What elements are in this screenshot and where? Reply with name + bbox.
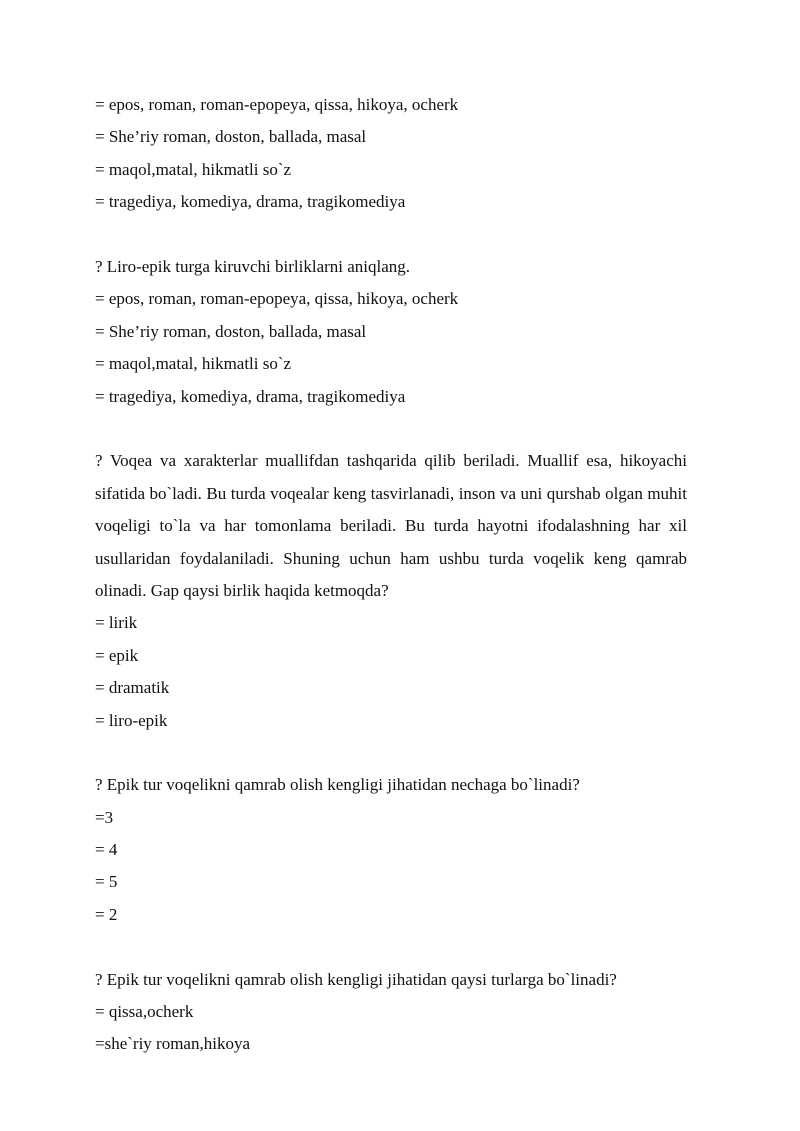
question-block [95,251,687,413]
question-text: ? Voqea va xarakterlar muallifdan tashqarida qilib beriladi. Muallif esa, hikoyachi sifatida bo`ladi. Bu turda voqealar keng tasvirlanadi, inson va uni qurshab olgan muhit voqeligi to`la va har tomonlama beriladi. Bu turda hayotni ifodalashning har xil usullaridan foydalaniladi. Shuning uchun ham ushbu turda voqelik keng qamrab olinadi. Gap qaysi birlik haqida ketmoqda? [95,451,687,600]
answer-option: = epos, roman, roman-epopeya, qissa, hikoya, ocherk [95,289,459,309]
answer-option: = lirik [95,613,138,633]
question-text: ? Epik tur voqelikni qamrab olish kengligi jihatidan nechaga bo`linadi? [95,775,580,795]
answer-option: = She’riy roman, doston, ballada, masal [95,321,367,341]
blank-line [95,219,687,251]
question-block [95,445,687,737]
answer-option: = liro-epik [95,710,168,730]
answer-option: = 2 [95,904,118,924]
question-block-options-only [95,89,687,219]
blank-line [95,931,687,963]
answer-option: = 4 [95,840,118,860]
answer-option: = epik [95,645,139,665]
answer-option: = dramatik [95,678,170,698]
question-block [95,964,687,1061]
answer-option: = maqol,matal, hikmatli so`z [95,159,292,179]
blank-line [95,737,687,769]
answer-option: =3 [95,807,114,827]
question-text: ? Liro-epik turga kiruvchi birliklarni aniqlang. [95,256,411,276]
blank-line [95,413,687,445]
answer-option: = 5 [95,872,118,892]
answer-option: = She’riy roman, doston, ballada, masal [95,127,367,147]
answer-option: = epos, roman, roman-epopeya, qissa, hikoya, ocherk [95,95,459,114]
question-block [95,769,687,931]
document-page [95,89,687,1061]
answer-option: = qissa,ocherk [95,1002,194,1022]
answer-option: = tragediya, komediya, drama, tragikomediya [95,386,406,406]
answer-option: = tragediya, komediya, drama, tragikomediya [95,192,406,212]
answer-option: =she`riy roman,hikoya [95,1034,250,1054]
answer-option: = maqol,matal, hikmatli so`z [95,354,292,374]
question-text: ? Epik tur voqelikni qamrab olish kengligi jihatidan qaysi turlarga bo`linadi? [95,969,617,989]
